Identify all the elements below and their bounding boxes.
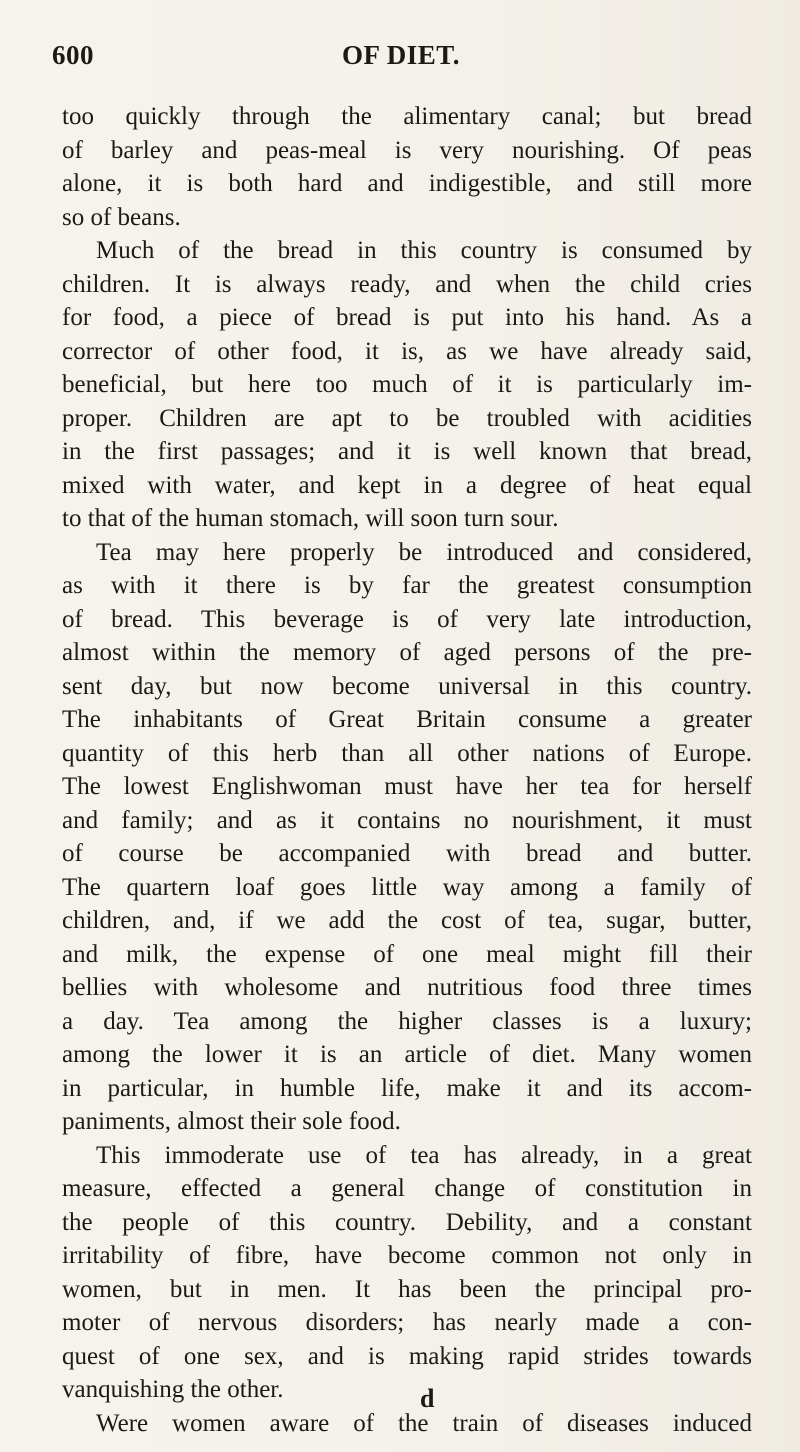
text-line: to that of the human stomach, will soon turn sour.: [62, 505, 559, 532]
text-line: The lowest Englishwoman must have her tea for herself: [62, 773, 752, 800]
text-line: almost within the memory of aged persons of the pre-: [62, 639, 752, 666]
body-text: [62, 100, 752, 1440]
text-line: as with it there is by far the greatest consumption: [62, 572, 752, 599]
text-line: corrector of other food, it is, as we have already said,: [62, 337, 752, 365]
text-line: The inhabitants of Great Britain consume a greater: [62, 706, 752, 733]
page-header: [52, 40, 472, 80]
text-line: of bread. This beverage is of very late introduction,: [62, 605, 752, 633]
text-line: of barley and peas-meal is very nourishing. Of peas: [62, 136, 752, 164]
text-line: quantity of this herb than all other nations of Europe.: [62, 739, 752, 767]
text-line: Much of the bread in this country is consumed by: [96, 237, 752, 264]
text-line: mixed with water, and kept in a degree of heat equal: [62, 471, 752, 499]
text-line: quest of one sex, and is making rapid strides towards: [62, 1342, 752, 1370]
text-line: sent day, but now become universal in this country.: [62, 672, 752, 700]
text-line: proper. Children are apt to be troubled with acidities: [62, 404, 752, 432]
text-line: women, but in men. It has been the principal pro-: [62, 1275, 752, 1303]
text-line: This immoderate use of tea has already, in a great: [96, 1141, 752, 1169]
text-line: alone, it is both hard and indigestible, and still more: [62, 170, 752, 197]
page-number: 600: [52, 40, 94, 70]
text-line: children. It is always ready, and when the child cries: [62, 270, 752, 298]
text-line: bellies with wholesome and nutritious food three times: [62, 974, 752, 1001]
text-line: in particular, in humble life, make it and its accom-: [62, 1074, 752, 1102]
text-line: measure, effected a general change of constitution in: [62, 1175, 752, 1202]
text-line: a day. Tea among the higher classes is a luxury;: [62, 1007, 752, 1035]
text-line: of course be accompanied with bread and butter.: [62, 840, 752, 867]
text-line: paniments, almost their sole food.: [62, 1108, 401, 1135]
text-line: The quartern loaf goes little way among a family of: [62, 873, 752, 901]
text-line: Were women aware of the train of diseases induced: [96, 1409, 752, 1437]
text-line: moter of nervous disorders; has nearly made a con-: [62, 1309, 752, 1336]
text-line: too quickly through the alimentary canal; but bread: [62, 103, 752, 130]
text-line: in the first passages; and it is well known that bread,: [62, 438, 752, 465]
text-line: the people of this country. Debility, and a constant: [62, 1208, 752, 1236]
text-line: and milk, the expense of one meal might fill their: [62, 940, 752, 968]
text-line: among the lower it is an article of diet. Many women: [62, 1041, 752, 1068]
text-line: for food, a piece of bread is put into his hand. As a: [62, 304, 752, 331]
signature-mark: d: [420, 1384, 435, 1413]
text-line: vanquishing the other.: [62, 1376, 284, 1403]
text-line: Tea may here properly be introduced and considered,: [96, 538, 752, 566]
text-line: and family; and as it contains no nourishment, it must: [62, 806, 752, 834]
text-line: irritability of fibre, have become common not only in: [62, 1242, 752, 1269]
running-head: OF DIET.: [342, 40, 461, 70]
text-line: so of beans.: [62, 203, 181, 231]
text-line: children, and, if we add the cost of tea, sugar, butter,: [62, 907, 752, 934]
text-line: beneficial, but here too much of it is particularly im-: [62, 371, 752, 398]
